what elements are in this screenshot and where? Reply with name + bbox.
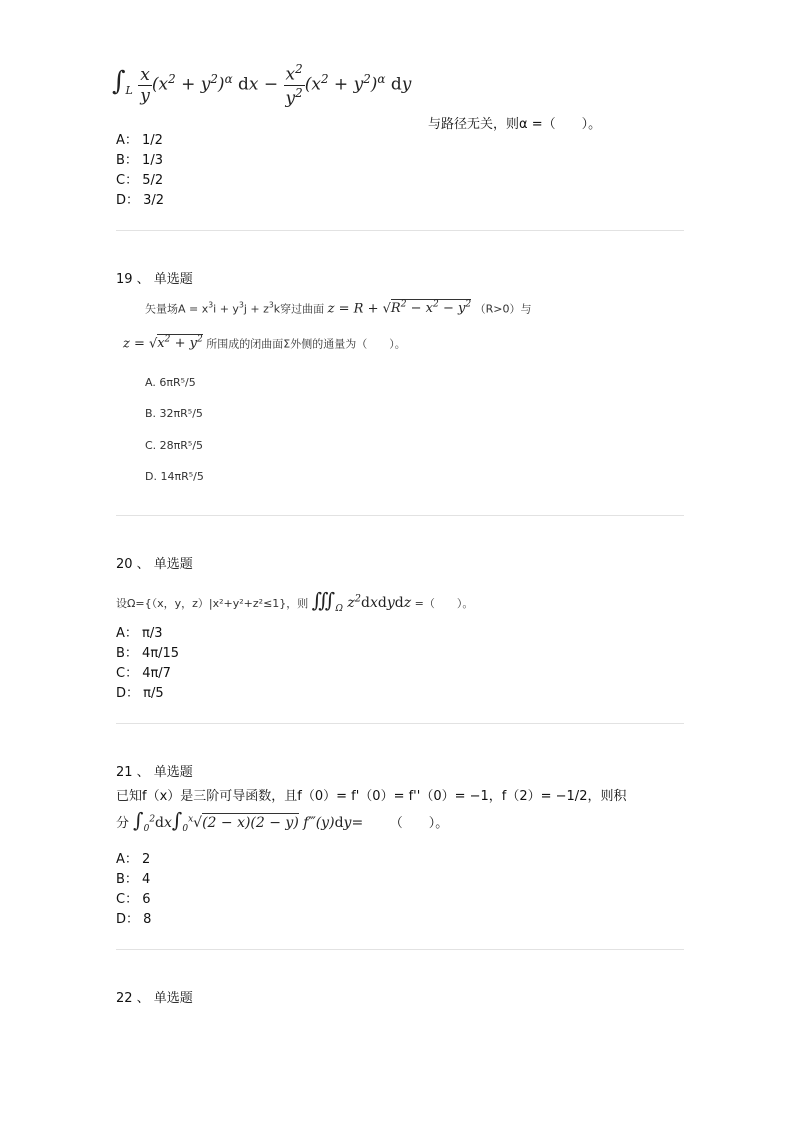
q20-stem-suffix: =（ ）。 bbox=[414, 597, 474, 610]
q20-stem-prefix: 设Ω={（x，y，z）|x²+y²+z²≤1}，则 bbox=[116, 597, 309, 610]
q20-option-a[interactable]: A： π/3 bbox=[116, 626, 163, 641]
q21-option-c[interactable]: C： 6 bbox=[116, 892, 151, 907]
q19-option-c[interactable]: C. 28πR⁵/5 bbox=[145, 439, 204, 452]
q21-stem-line1: 已知f（x）是三阶可导函数，且f（0）= f'（0）= f''（0）= −1，f（2）= −1/2，则积 bbox=[116, 789, 627, 804]
q21-header: 21 、 单选题 bbox=[116, 765, 193, 780]
q21-option-a[interactable]: A： 2 bbox=[116, 852, 151, 867]
q20-header: 20 、 单选题 bbox=[116, 557, 193, 572]
q19-stem-cond: （R>0）与 bbox=[474, 302, 532, 316]
divider bbox=[116, 515, 684, 516]
q19-stem-prefix: 矢量场A = x bbox=[145, 302, 209, 316]
q18-option-a[interactable]: A： 1/2 bbox=[116, 133, 163, 148]
divider bbox=[116, 230, 684, 231]
q18-stem-tail: 与路径无关，则α =（ ）。 bbox=[428, 117, 602, 132]
divider bbox=[116, 949, 684, 950]
q21-stem-line2-prefix: 分 bbox=[116, 816, 130, 831]
q21-option-b[interactable]: B： 4 bbox=[116, 872, 151, 887]
q21-stem-line2: 分 $\int_0^2dx\int_0^x√(2 - x)(2 - y)$ f‴(y)dy= （ ）。 bbox=[116, 808, 449, 834]
q19-option-d[interactable]: D. 14πR⁵/5 bbox=[145, 470, 204, 483]
q20-option-b[interactable]: B： 4π/15 bbox=[116, 646, 180, 661]
q19-option-b[interactable]: B. 32πR⁵/5 bbox=[145, 407, 203, 420]
q19-option-a[interactable]: A. 6πR⁵/5 bbox=[145, 376, 196, 389]
q18-option-c[interactable]: C： 5/2 bbox=[116, 173, 164, 188]
q19-stem-line1: 矢量场$A = x^3i + y^3j + z^3k$穿过曲面 $z = R + √R^2 - x^2 - y^2$ （R>0）与 bbox=[145, 300, 532, 317]
q20-option-d[interactable]: D： π/5 bbox=[116, 686, 164, 701]
q20-option-c[interactable]: C： 4π/7 bbox=[116, 666, 171, 681]
q19-stem-line2-text: 所围成的闭曲面Σ外侧的通量为（ ）。 bbox=[206, 337, 406, 351]
q22-header: 22 、 单选题 bbox=[116, 991, 193, 1006]
q19-stem-line2: $z = √x^2 + y^2$ 所围成的闭曲面Σ外侧的通量为（ ）。 bbox=[123, 335, 406, 352]
q20-stem: 设Ω={（x，y，z）|x²+y²+z²≤1}，则 $∭_\Omega$ $z^2dxdydz$ =（ ）。 bbox=[116, 588, 474, 614]
q21-option-d[interactable]: D： 8 bbox=[116, 912, 152, 927]
q19-header: 19 、 单选题 bbox=[116, 272, 193, 287]
q21-stem-line2-suffix: （ ）。 bbox=[389, 816, 449, 831]
divider bbox=[116, 723, 684, 724]
q18-formula: $\int_L$ $\frac{x}{y}$ $(x^2 + y^2)^\alpha$ dx − $\frac{x^2}{y^2}$ $(x^2 + y^2)^\alpha$ dy bbox=[112, 62, 412, 109]
q18-option-d[interactable]: D： 3/2 bbox=[116, 193, 165, 208]
q19-stem-text: 穿过曲面 bbox=[280, 302, 325, 316]
q18-option-b[interactable]: B： 1/3 bbox=[116, 153, 163, 168]
